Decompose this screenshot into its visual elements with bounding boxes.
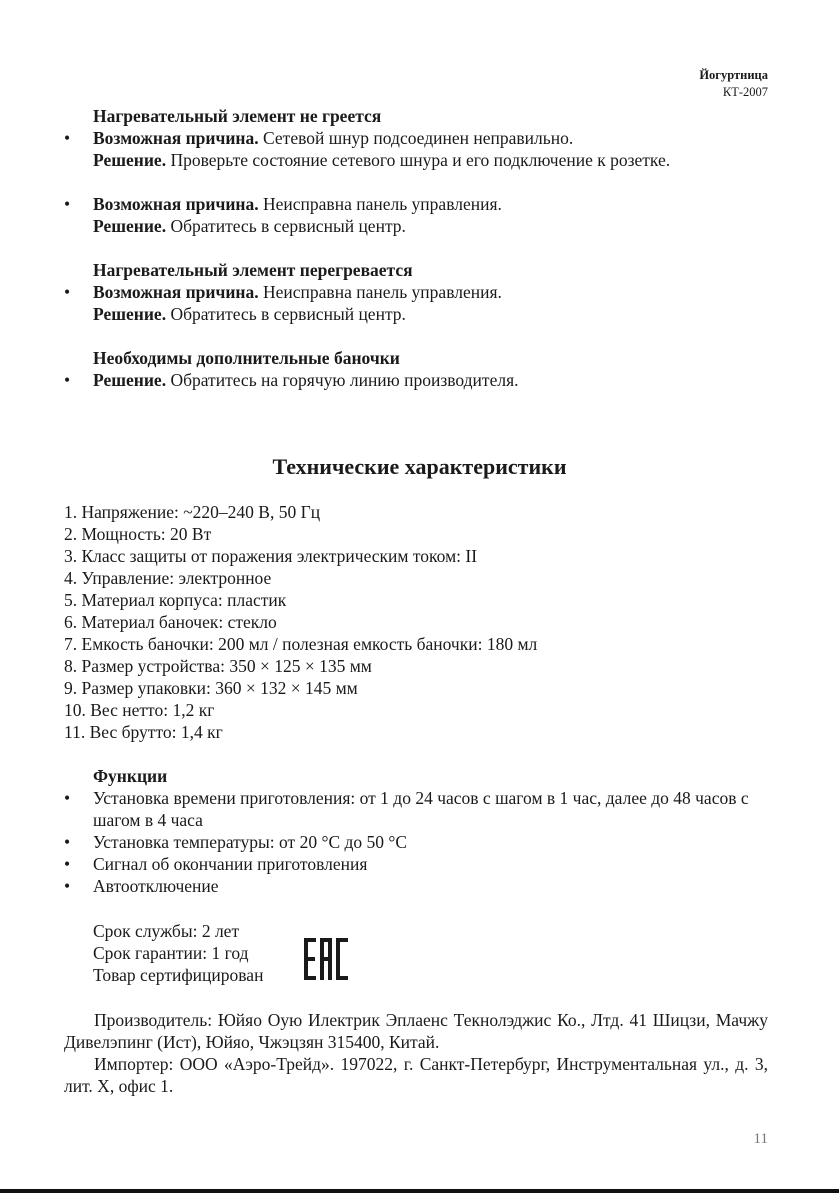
trouble-solution — [93, 369, 519, 391]
spec-item: 3. Класс защиты от поражения электрическим током: II — [64, 546, 478, 566]
solution-text: Проверьте состояние сетевого шнура и его подключение к розетке. — [166, 150, 671, 170]
trouble-solution — [93, 149, 670, 171]
bullet: • — [64, 876, 71, 896]
trouble-cause — [93, 281, 502, 303]
spec-item: 10. Вес нетто: 1,2 кг — [64, 700, 215, 720]
trouble-title-2: Нагревательный элемент перегревается — [93, 260, 413, 280]
function-item: Автоотключение — [93, 876, 219, 896]
bullet: • — [64, 854, 71, 874]
spec-item: 1. Напряжение: ~220–240 В, 50 Гц — [64, 502, 321, 522]
header-model: КТ-2007 — [722, 85, 768, 99]
function-item: Установка времени приготовления: от 1 до 24 часов с шагом в 1 час, далее до 48 часов с шагом в 4 часа — [93, 788, 749, 830]
trouble-solution — [93, 303, 406, 325]
bullet: • — [64, 832, 71, 852]
spec-item: 11. Вес брутто: 1,4 кг — [64, 722, 223, 742]
solution-text: Обратитесь в сервисный центр. — [166, 304, 406, 324]
solution-text: Обратитесь на горячую линию производителя. — [166, 370, 519, 390]
cause-text: Неисправна панель управления. — [258, 282, 502, 302]
spec-item: 2. Мощность: 20 Вт — [64, 524, 212, 544]
solution-label: Решение. — [93, 150, 167, 170]
page-number: 11 — [753, 1131, 768, 1147]
page-header — [699, 67, 768, 101]
manufacturer-info: Производитель: Юйяо Оую Илектрик Эплаенс Текнолэджис Ко., Лтд. 41 Шицзи, Мачжу Дивелэпинг (Ист), Юйяо, Чжэцзян 315400, Китай. — [64, 1010, 768, 1052]
trouble-title-3: Необходимы дополнительные баночки — [93, 348, 400, 368]
trouble-cause — [93, 193, 502, 215]
spec-item: 6. Материал баночек: стекло — [64, 612, 277, 632]
bullet: • — [64, 128, 71, 148]
bullet: • — [64, 282, 71, 302]
cause-label: Возможная причина. — [93, 282, 259, 302]
importer-info: Импортер: ООО «Аэро-Трейд». 197022, г. Санкт-Петербург, Инструментальная ул., д. 3, лит. Х, офис 1. — [64, 1054, 768, 1096]
function-item: Установка температуры: от 20 °С до 50 °С — [93, 832, 408, 852]
cause-text: Сетевой шнур подсоединен неправильно. — [258, 128, 574, 148]
solution-label: Решение. — [93, 370, 167, 390]
trouble-solution — [93, 215, 406, 237]
trouble-cause — [93, 127, 573, 149]
function-item: Сигнал об окончании приготовления — [93, 854, 368, 874]
specs-title: Технические характеристики — [272, 454, 567, 479]
solution-label: Решение. — [93, 216, 167, 236]
spec-item: 8. Размер устройства: 350 × 125 × 135 мм — [64, 656, 372, 676]
cause-label: Возможная причина. — [93, 128, 259, 148]
spec-item: 7. Емкость баночки: 200 мл / полезная емкость баночки: 180 мл — [64, 634, 538, 654]
solution-label: Решение. — [93, 304, 167, 324]
cause-label: Возможная причина. — [93, 194, 259, 214]
spec-item: 9. Размер упаковки: 360 × 132 × 145 мм — [64, 678, 358, 698]
bottom-rule — [0, 1189, 839, 1193]
spec-item: 4. Управление: электронное — [64, 568, 272, 588]
service-life: Срок службы: 2 лет — [93, 921, 240, 941]
bullet: • — [64, 194, 71, 214]
bullet: • — [64, 370, 71, 390]
warranty-period: Срок гарантии: 1 год — [93, 943, 249, 963]
solution-text: Обратитесь в сервисный центр. — [166, 216, 406, 236]
certification-note: Товар сертифицирован — [93, 965, 264, 985]
spec-item: 5. Материал корпуса: пластик — [64, 590, 287, 610]
bullet: • — [64, 788, 71, 808]
header-product: Йогуртница — [699, 68, 768, 82]
functions-title: Функции — [93, 766, 168, 786]
trouble-title-1: Нагревательный элемент не греется — [93, 106, 382, 126]
cause-text: Неисправна панель управления. — [258, 194, 502, 214]
eac-mark-icon — [304, 938, 348, 980]
